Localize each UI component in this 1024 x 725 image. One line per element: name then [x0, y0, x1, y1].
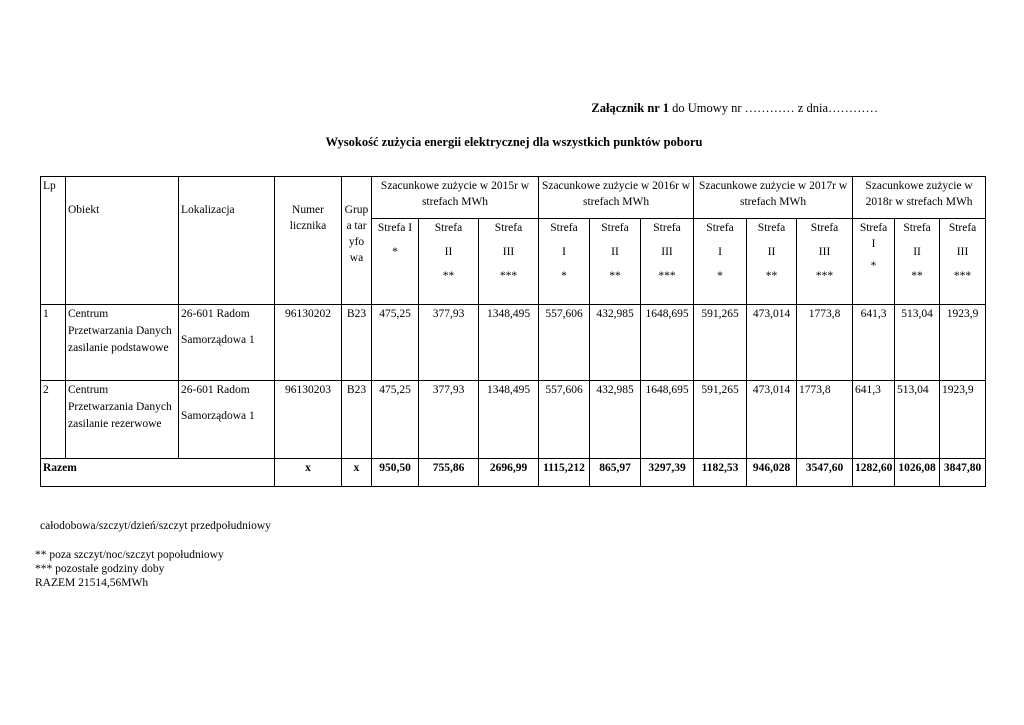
header-obiekt: Obiekt: [66, 177, 179, 305]
annex-reference: do Umowy nr ………… z dnia…………: [668, 101, 878, 115]
strefa-2018-iii: Strefa III ***: [940, 219, 986, 305]
strefa-2016-i: Strefa I *: [539, 219, 590, 305]
value-cell: 641,3: [853, 381, 895, 459]
value-cell: 557,606: [539, 381, 590, 459]
note-strefa-iii: *** pozostałe godziny doby: [35, 563, 165, 575]
strefa-2016-iii: Strefa III ***: [641, 219, 694, 305]
value-cell: 1923,9: [940, 381, 986, 459]
strefa-2017-i: Strefa I *: [694, 219, 747, 305]
value-cell: 377,93: [419, 305, 479, 381]
total-cell: 950,50: [372, 459, 419, 487]
row-grupa: B23: [342, 305, 372, 381]
row-numer: 96130203: [275, 381, 342, 459]
row-lokalizacja: 26-601 Radom Samorządowa 1: [179, 381, 275, 459]
value-cell: 1348,495: [479, 305, 539, 381]
note-total: RAZEM 21514,56MWh: [35, 577, 149, 589]
value-cell: 591,265: [694, 381, 747, 459]
row-lp: 1: [41, 305, 66, 381]
value-cell: 473,014: [747, 305, 797, 381]
total-cell: 3297,39: [641, 459, 694, 487]
total-grupa: x: [342, 459, 372, 487]
header-lokalizacja: Lokalizacja: [179, 177, 275, 305]
annex-number: Załącznik nr 1: [591, 101, 669, 115]
total-cell: 3547,60: [797, 459, 853, 487]
value-cell: 1923,9: [940, 305, 986, 381]
value-cell: 377,93: [419, 381, 479, 459]
total-cell: 755,86: [419, 459, 479, 487]
header-2015: Szacunkowe zużycie w 2015r w strefach MWh: [372, 177, 539, 219]
row-obiekt: Centrum Przetwarzania Danych zasilanie podstawowe: [66, 305, 179, 381]
total-cell: 1282,60: [853, 459, 895, 487]
value-cell: 475,25: [372, 381, 419, 459]
header-2018: Szacunkowe zużycie w 2018r w strefach MWh: [853, 177, 986, 219]
value-cell: 641,3: [853, 305, 895, 381]
strefa-2015-ii: Strefa II **: [419, 219, 479, 305]
note-strefa-ii: ** poza szczyt/noc/szczyt popołudniowy: [35, 549, 224, 561]
strefa-2017-iii: Strefa III ***: [797, 219, 853, 305]
value-cell: 513,04: [895, 381, 940, 459]
row-grupa: B23: [342, 381, 372, 459]
strefa-2015-i: Strefa I *: [372, 219, 419, 305]
strefa-2018-ii: Strefa II **: [895, 219, 940, 305]
value-cell: 557,606: [539, 305, 590, 381]
strefa-2018-i: Strefa I *: [853, 219, 895, 305]
table-row: [41, 381, 986, 459]
value-cell: 591,265: [694, 305, 747, 381]
value-cell: 1773,8: [797, 381, 853, 459]
consumption-table: [40, 176, 986, 487]
value-cell: 475,25: [372, 305, 419, 381]
table-row: [41, 305, 986, 381]
value-cell: 1648,695: [641, 381, 694, 459]
header-row-1: [41, 177, 986, 219]
value-cell: 513,04: [895, 305, 940, 381]
strefa-2015-iii: Strefa III ***: [479, 219, 539, 305]
value-cell: 432,985: [590, 381, 641, 459]
total-cell: 1115,212: [539, 459, 590, 487]
header-lp: Lp: [41, 177, 66, 305]
row-lokalizacja: 26-601 Radom Samorządowa 1: [179, 305, 275, 381]
header-2016: Szacunkowe zużycie w 2016r w strefach MWh: [539, 177, 694, 219]
total-row: [41, 459, 986, 487]
header-2017: Szacunkowe zużycie w 2017r w strefach MWh: [694, 177, 853, 219]
total-cell: 2696,99: [479, 459, 539, 487]
value-cell: 473,014: [747, 381, 797, 459]
document-title: Wysokość zużycia energii elektrycznej dla wszystkich punktów poboru: [325, 135, 703, 149]
total-cell: 1182,53: [694, 459, 747, 487]
annex-header: [0, 101, 878, 116]
total-label: Razem: [41, 459, 275, 487]
row-lp: 2: [41, 381, 66, 459]
total-numer: x: [275, 459, 342, 487]
strefa-2017-ii: Strefa II **: [747, 219, 797, 305]
total-cell: 865,97: [590, 459, 641, 487]
total-cell: 3847,80: [940, 459, 986, 487]
total-cell: 1026,08: [895, 459, 940, 487]
header-numer-licznika: Numer licznika: [275, 177, 342, 305]
note-strefa-i: całodobowa/szczyt/dzień/szczyt przedpołudniowy: [40, 520, 271, 532]
row-numer: 96130202: [275, 305, 342, 381]
value-cell: 1648,695: [641, 305, 694, 381]
row-obiekt: Centrum Przetwarzania Danych zasilanie rezerwowe: [66, 381, 179, 459]
value-cell: 1348,495: [479, 381, 539, 459]
value-cell: 432,985: [590, 305, 641, 381]
strefa-2016-ii: Strefa II **: [590, 219, 641, 305]
total-cell: 946,028: [747, 459, 797, 487]
header-grupa-taryfowa: Grup a taryfo wa: [342, 177, 372, 305]
value-cell: 1773,8: [797, 305, 853, 381]
